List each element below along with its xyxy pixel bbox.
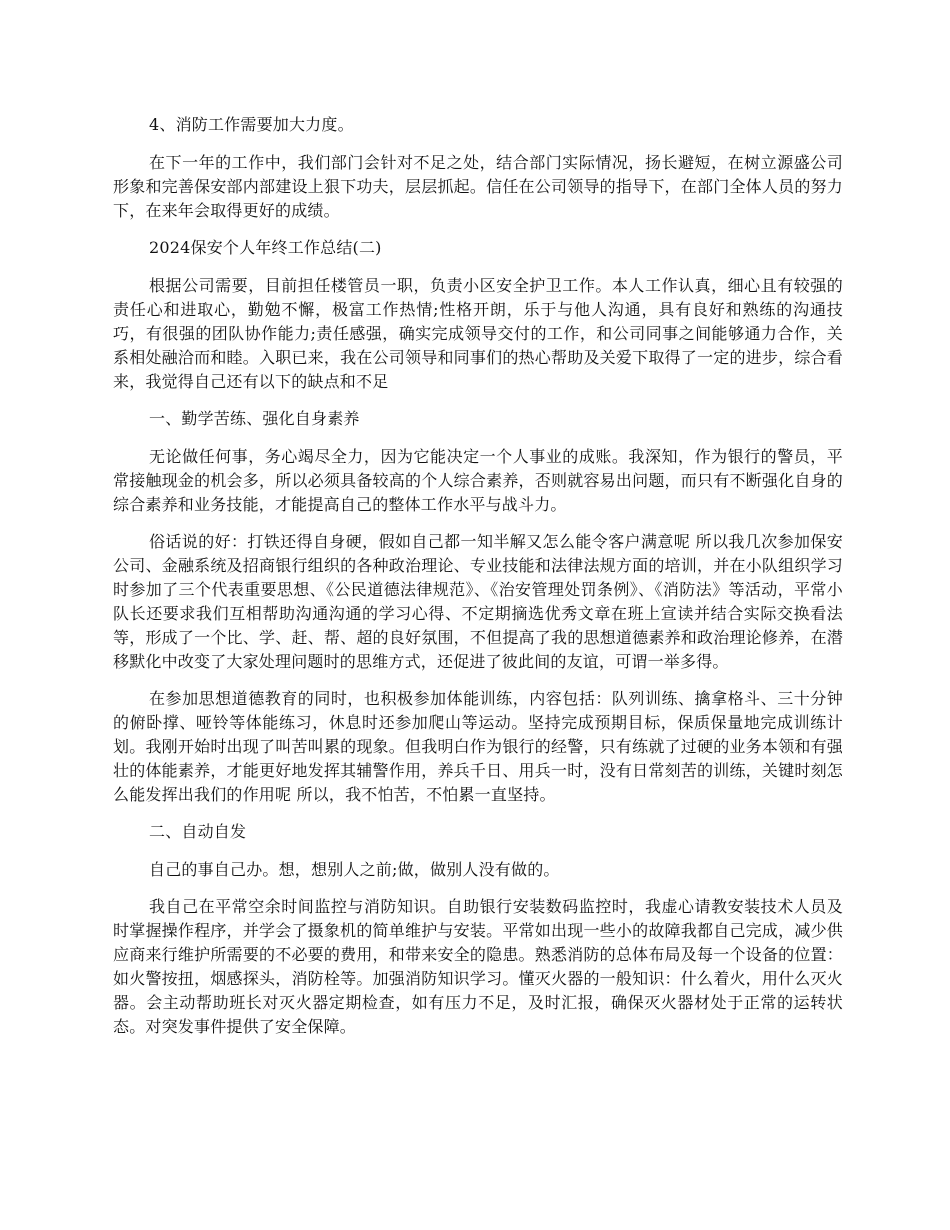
document-title: 2024保安个人年终工作总结(二) [149, 238, 382, 257]
section-heading-1: 一、勤学苦练、强化自身素养 [149, 409, 360, 428]
paragraph-intro: 根据公司需要，目前担任楼管员一职，负责小区安全护卫工作。本人工作认真，细心且有较强的责任心和进取心，勤勉不懈，极富工作热情;性格开朗，乐于与他人沟通，具有良好和熟练的沟通技巧，有很强的团队协作能力;责任感强，确实完成领导交付的工作，和公司同事之间能够通力合作，关系相处融洽而和睦。入职已来，我在公司领导和同事们的热心帮助及关爱下取得了一定的进步，综合看来，我觉得自己还有以下的缺点和不足 [113, 276, 843, 391]
paragraph-section-2a: 自己的事自己办。想，想别人之前;做，做别人没有做的。 [149, 860, 560, 879]
document-page [113, 113, 843, 1052]
paragraph-section-2b: 我自己在平常空余时间监控与消防知识。自助银行安装数码监控时，我虚心请教安装技术人员及时掌握操作程序，并学会了摄象机的简单维护与安装。平常如出现一些小的故障我都自己完成，减少供应商来行维护所需要的不必要的费用，和带来安全的隐患。熟悉消防的总体布局及每一个设备的位置：如火警按扭，烟感探头，消防栓等。加强消防知识学习。懂灭火器的一般知识：什么着火，用什么灭火器。会主动帮助班长对灭火器定期检查，如有压力不足，及时汇报，确保灭火器材处于正常的运转状态。对突发事件提供了安全保障。 [113, 897, 843, 1036]
paragraph-next-year-plan: 在下一年的工作中，我们部门会针对不足之处，结合部门实际情况，扬长避短，在树立源盛公司形象和完善保安部内部建设上狠下功夫，层层抓起。信任在公司领导的指导下，在部门全体人员的努力下，在来年会取得更好的成绩。 [113, 153, 843, 220]
paragraph-section-1b: 俗话说的好：打铁还得自身硬，假如自己都一知半解又怎么能令客户满意呢 所以我几次参加保安公司、金融系统及招商银行组织的各种政治理论、专业技能和法律法规方面的培训，并在小队组织学习时参加了三个代表重要思想、《公民道德法律规范》、《治安管理处罚条例》、《消防法》等活动，平常小队长还要求我们互相帮助沟通沟通的学习心得、不定期摘选优秀文章在班上宣读并结合实际交换看法等，形成了一个比、学、赶、帮、超的良好氛围，不但提高了我的思想道德素养和政治理论修养，在潜移默化中改变了大家处理问题时的思维方式，还促进了彼此间的友谊，可谓一举多得。 [113, 532, 843, 671]
paragraph-section-1a: 无论做任何事，务心竭尽全力，因为它能决定一个人事业的成账。我深知，作为银行的警员，平常接触现金的机会多，所以必须具备较高的个人综合素养，否则就容易出问题，而只有不断强化自身的综合素养和业务技能，才能提高自己的整体工作水平与战斗力。 [113, 447, 843, 514]
section-heading-2: 二、自动自发 [149, 822, 247, 841]
paragraph-section-1c: 在参加思想道德教育的同时，也积极参加体能训练，内容包括：队列训练、擒拿格斗、三十分钟的俯卧撑、哑铃等体能练习，休息时还参加爬山等运动。坚持完成预期目标，保质保量地完成训练计划。我刚开始时出现了叫苦叫累的现象。但我明白作为银行的经警，只有练就了过硬的业务本领和有强壮的体能素养，才能更好地发挥其辅警作用，养兵千日、用兵一时，没有日常刻苦的训练，关键时刻怎么能发挥出我们的作用呢 所以，我不怕苦，不怕累一直坚持。 [113, 689, 843, 804]
item-heading-fire-safety: 4、消防工作需要加大力度。 [149, 115, 354, 134]
